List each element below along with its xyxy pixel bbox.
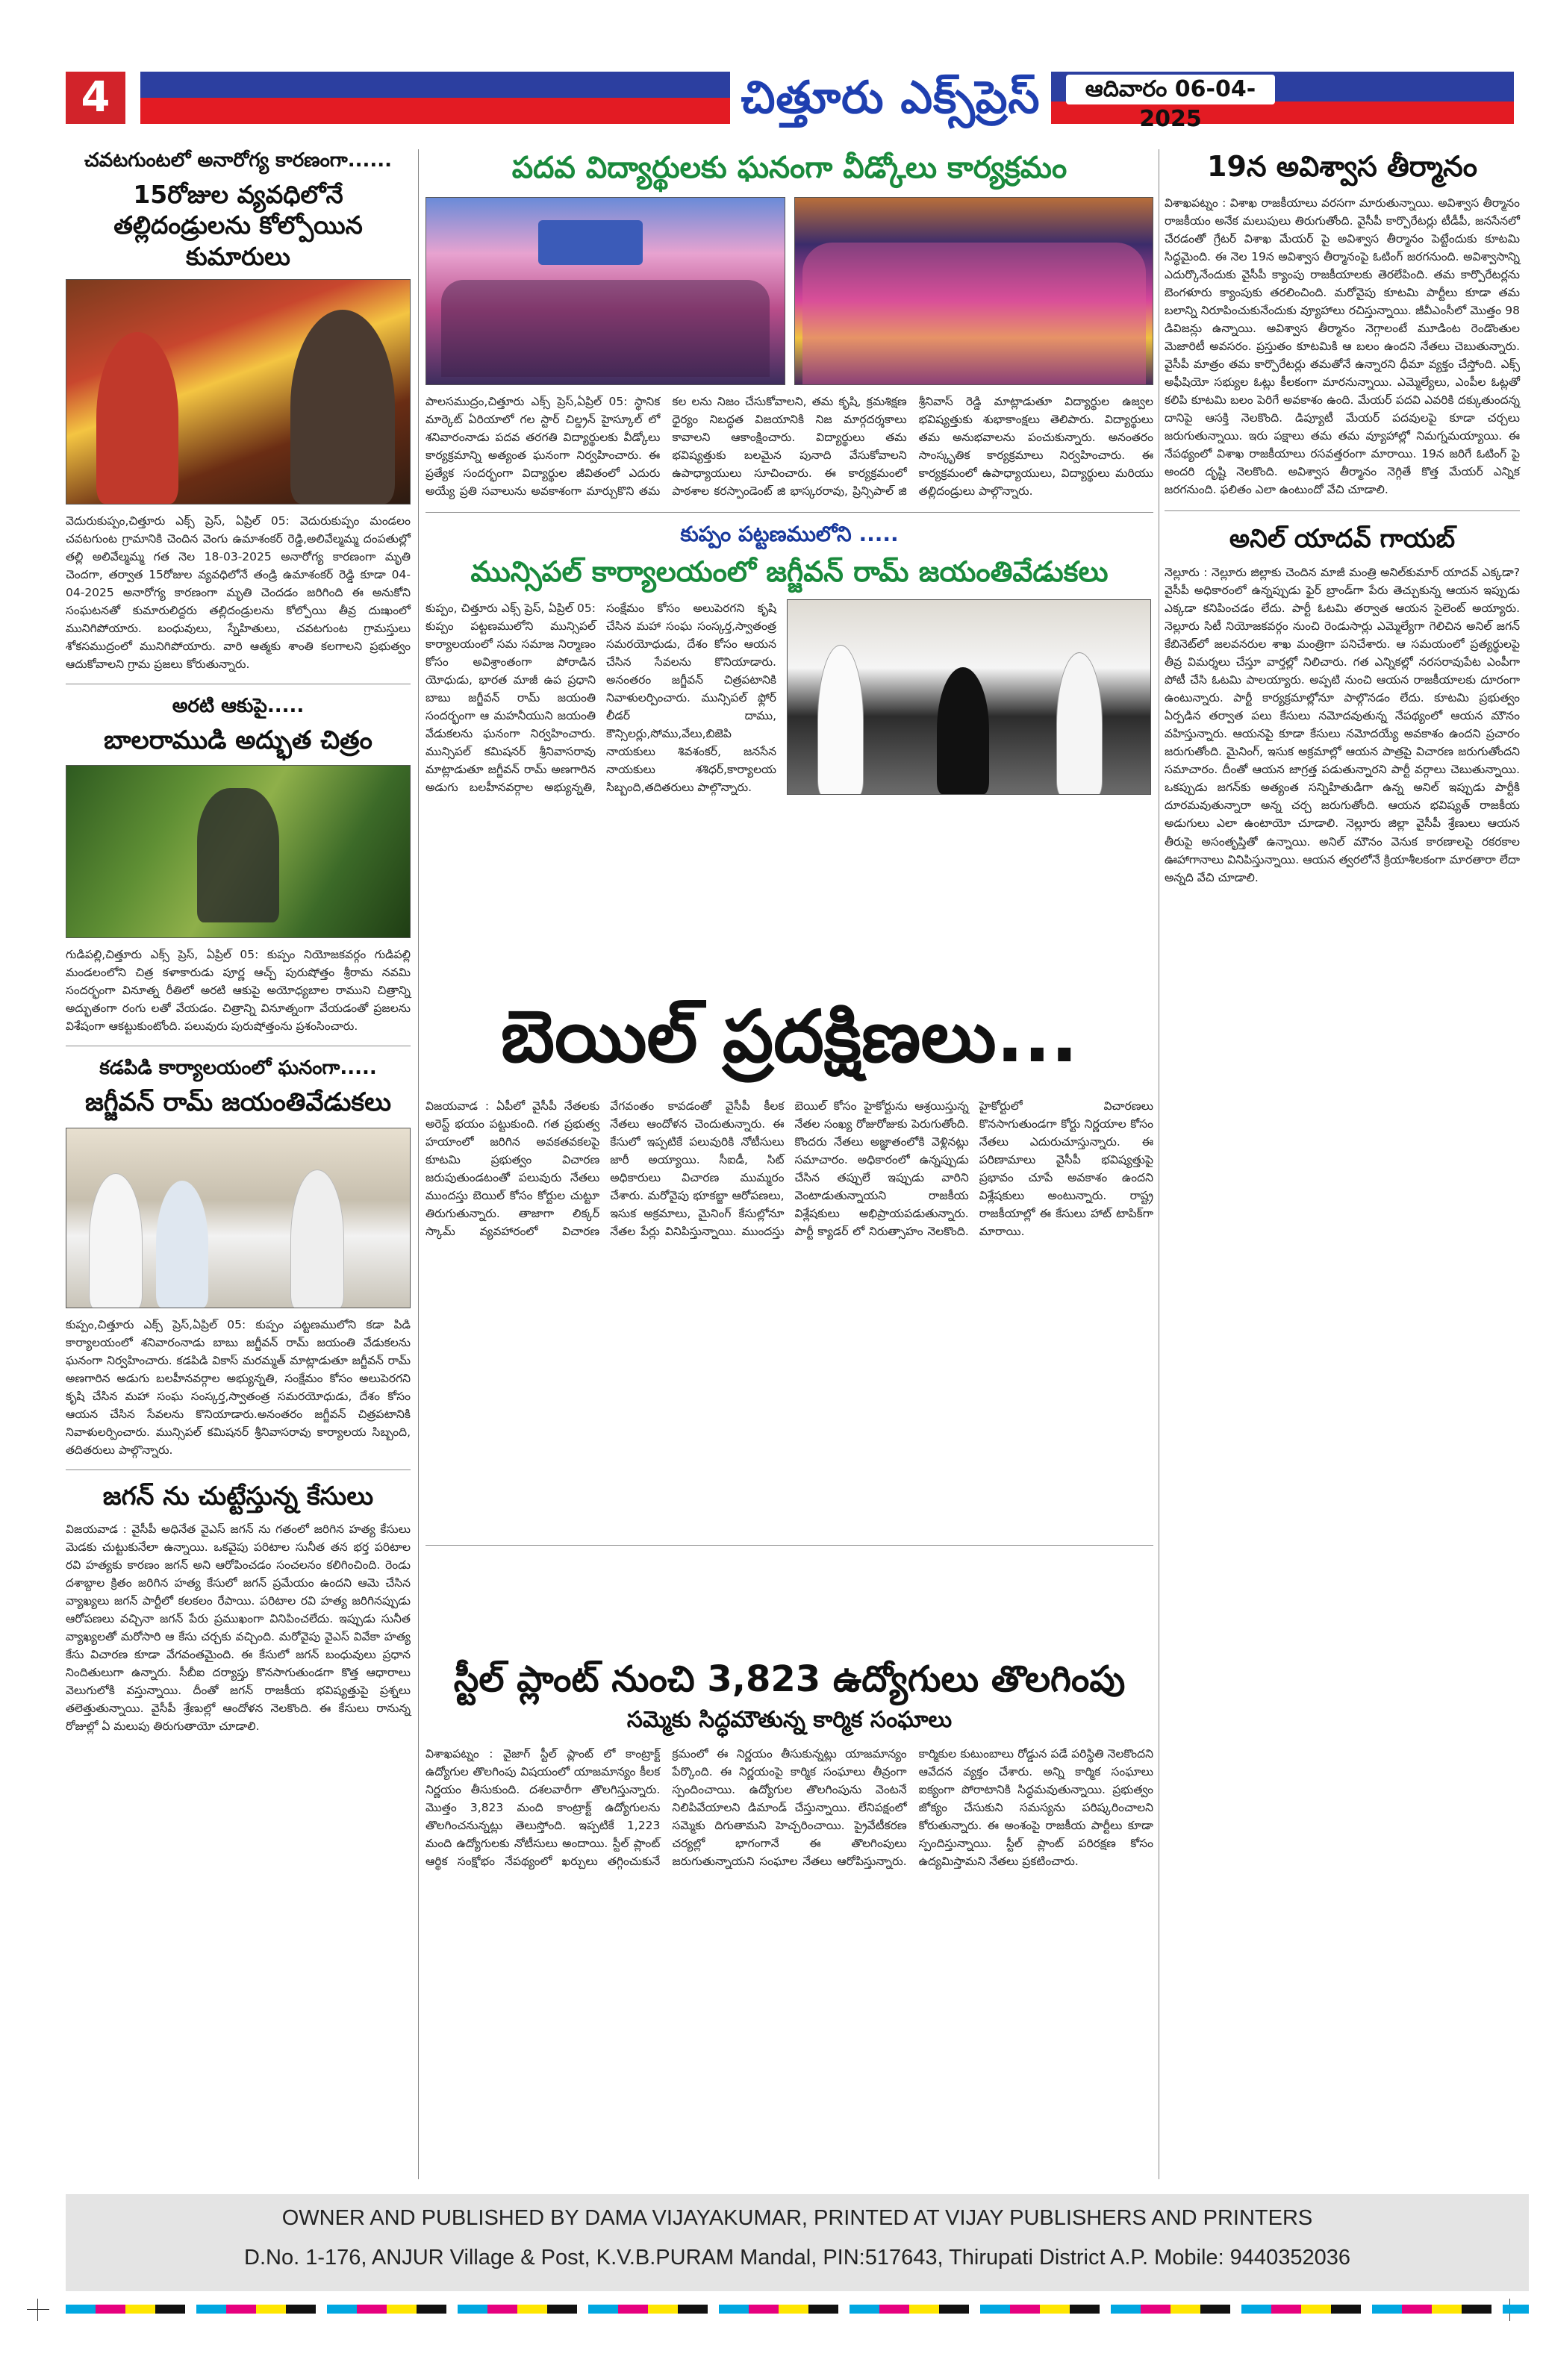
article-kicker: కడపిడి కార్యాలయంలో ఘనంగా.....: [99, 1057, 377, 1080]
article-farewell-tenth-class: [426, 149, 1153, 500]
article-headline: పదవ విద్యార్థులకు ఘనంగా వీడ్కోలు కార్యక్రమం: [511, 151, 1067, 185]
article-headline: స్టీల్ ప్లాంట్ నుంచి 3,823 ఉద్యోగులు తొలగింపు: [453, 1658, 1126, 1700]
article-kicker: అరటి ఆకుపై.....: [172, 694, 305, 717]
article-kicker: చవటగుంటలో అనారోగ్య కారణంగా......: [84, 149, 393, 172]
article-body: గుడిపల్లి,చిత్తూరు ఎక్స్ ప్రెస్, ఏప్రిల్ 05: కుప్పం నియోజకవర్గం గుడిపల్లి మండలంలోని చిత్ర కళాకారుడు పూర్ణ ఆచ్చ్ పురుషోత్తం శ్రీరామ నవమి సందర్భంగా వినూత్న రీతిలో అరటి ఆకుపై అయోధ్యబాల రాముని చిత్రాన్ని అద్భుతంగా రంగు లతో వేయడం. చిత్రాన్ని వినూత్నంగా వేయడంతో ప్రజలను విశేషంగా ఆకట్టుకుంటోంది. పలువురు పురుషోత్తంను ప్రశంసించారు.: [66, 948, 411, 1034]
article-body: విజయవాడ : ఏపీలో వైసీపీ నేతలకు అరెస్ట్ భయం పట్టుకుంది. గత ప్రభుత్వ హయాంలో జరిగిన అవకతవకలపై కూటమి ప్రభుత్వం విచారణ జరుపుతుండటంతో పలువురు నేతలు ముందస్తు బెయిల్ కోసం కోర్టుల చుట్టూ తిరుగుతున్నారు. తాజాగా లిక్కర్ స్కామ్ వ్యవహారంలో విచారణ వేగవంతం కావడంతో వైసీపీ కీలక నేతలు ఆందోళన చెందుతున్నారు. ఈ కేసులో ఇప్పటికే పలువురికి నోటీసులు జారీ అయ్యాయి. సీఐడీ, సిట్ అధికారులు విచారణ ముమ్మరం చేశారు. మరోవైపు భూకబ్జా ఆరోపణలు, ఇసుక అక్రమాలు, మైనింగ్ కేసుల్లోనూ నేతల పేర్లు వినిపిస్తున్నాయి. ముందస్తు బెయిల్ కోసం హైకోర్టును ఆశ్రయిస్తున్న నేతల సంఖ్య రోజురోజుకు పెరుగుతోంది. కొందరు నేతలు అజ్ఞాతంలోకి వెళ్లినట్లు సమాచారం. అధికారంలో ఉన్నప్పుడు చేసిన తప్పులే ఇప్పుడు వారిని వెంటాడుతున్నాయని రాజకీయ విశ్లేషకులు అభిప్రాయపడుతున్నారు. పార్టీ క్యాడర్ లో నిరుత్సాహం నెలకొంది. హైకోర్టులో విచారణలు కొనసాగుతుండగా కోర్టు నిర్ణయాల కోసం నేతలు ఎదురుచూస్తున్నారు. ఈ పరిణామాలు వైసీపీ భవిష్యత్తుపై ప్రభావం చూపే అవకాశం ఉందని విశ్లేషకులు అంటున్నారు. రాష్ట్ర రాజకీయాల్లో ఈ కేసులు హాట్ టాపిక్‌గా మారాయి.: [426, 1099, 1153, 1239]
photo-municipal-office: [787, 599, 1151, 795]
page-number: 4: [66, 72, 125, 124]
bail-story: [426, 1097, 1153, 1240]
newspaper-title: చిత్తూరు ఎక్స్‌ప్రెస్: [741, 72, 1041, 124]
photo-banana-leaf-painting: [66, 765, 411, 938]
article-body: కుప్పం,చిత్తూరు ఎక్స్ ప్రెస్,ఏప్రిల్ 05: కుప్పం పట్టణములోని కడా పిడి కార్యాలయంలో శనివారంనాడు బాబు జగ్జీవన్ రామ్ జయంతి వేడుకలను ఘనంగా నిర్వహించారు. కడపిడి వికాస్ మరమ్మత్ మాట్లాడుతూ జగ్జీవన్ రామ్ అణగారిన అడుగు బలహీనవర్గాల అభ్యున్నతి, సంక్షేమం కోసం అలుపెరగని కృషి చేసిన మహా సంఘ సంస్కర్త,స్వాతంత్ర సమరయోధుడు, దేశం కోసం ఆయన చేసిన సేవలను కొనియాడారు.అనంతరం జగ్జీవన్ చిత్రపటానికి నివాళులర్పించారు. మున్సిపల్ కమిషనర్ శ్రీనివాసరావు కార్యాలయ సిబ్బంది, తదితరులు పాల్గొన్నారు.: [66, 1317, 411, 1458]
article-jagan-cases: [66, 1481, 411, 1735]
imprint-line-address: D.No. 1-176, ANJUR Village & Post, K.V.B.PURAM Mandal, PIN:517643, Thirupati District A.P. Mobile: 9440352036: [244, 2246, 1350, 2270]
article-headline: 19న అవిశ్వాస తీర్మానం: [1207, 150, 1477, 183]
lead-headline: బెయిల్ ప్రదక్షిణలు...: [500, 995, 1079, 1078]
article-balaramudu: [66, 695, 411, 1036]
article-kadapidi-jayanti: [66, 1057, 411, 1459]
article-layout: [426, 599, 1153, 796]
article-subheadline: సమ్మెకు సిద్ధమౌతున్న కార్మిక సంఘాలు: [626, 1707, 953, 1733]
imprint-line-publisher: OWNER AND PUBLISHED BY DAMA VIJAYAKUMAR, PRINTED AT VIJAY PUBLISHERS AND PRINTERS: [281, 2206, 1313, 2230]
article-headline: అనిల్ యాదవ్ గాయబ్: [1229, 523, 1456, 554]
left-column: [66, 149, 411, 1735]
divider: [426, 512, 1153, 513]
divider: [66, 1469, 411, 1470]
imprint-footer: [66, 2194, 1529, 2291]
article-headline: మున్సిపల్ కార్యాలయంలో జగ్జీవన్ రామ్ జయంతివేడుకలు: [470, 555, 1109, 589]
article-body: విశాఖపట్నం : వైజాగ్ స్టీల్ ప్లాంట్ లో కాంట్రాక్ట్ ఉద్యోగుల తొలగింపు విషయంలో యాజమాన్యం కీలక నిర్ణయం తీసుకుంది. దశలవారీగా తొలగిస్తున్నారు. మొత్తం 3,823 మంది కాంట్రాక్ట్ ఉద్యోగులను తొలగించనున్నట్లు తెలుస్తోంది. ఇప్పటికే 1,223 మంది ఉద్యోగులకు నోటీసులు అందాయి. స్టీల్ ప్లాంట్ ఆర్థిక సంక్షోభం నేపథ్యంలో ఖర్చులు తగ్గించుకునే క్రమంలో ఈ నిర్ణయం తీసుకున్నట్లు యాజమాన్యం పేర్కొంది. ఈ నిర్ణయంపై కార్మిక సంఘాలు తీవ్రంగా స్పందించాయి. ఉద్యోగుల తొలగింపును వెంటనే నిలిపివేయాలని డిమాండ్ చేస్తున్నాయి. లేనిపక్షంలో సమ్మెకు దిగుతామని హెచ్చరించాయి. ప్రైవేటీకరణ చర్యల్లో భాగంగానే ఈ తొలగింపులు జరుగుతున్నాయని సంఘాల నేతలు ఆరోపిస్తున్నారు. కార్మికుల కుటుంబాలు రోడ్డున పడే పరిస్థితి నెలకొందని ఆవేదన వ్యక్తం చేశారు. అన్ని కార్మిక సంఘాలు ఐక్యంగా పోరాటానికి సిద్ధమవుతున్నాయి. ప్రభుత్వం జోక్యం చేసుకుని సమస్యను పరిష్కరించాలని కోరుతున్నారు. ఈ అంశంపై రాజకీయ పార్టీలు కూడా స్పందిస్తున్నాయి. స్టీల్ ప్లాంట్ పరిరక్షణ కోసం ఉద్యమిస్తామని నేతలు ప్రకటించారు.: [426, 1746, 1153, 1868]
photo-farewell-students: [794, 197, 1154, 385]
column-rule-left: [418, 149, 419, 2179]
article-headline: 15రోజుల వ్యవధిలోనే తల్లిదండ్రులను కోల్పోయిన కుమారులు: [113, 180, 363, 271]
article-orphaned-sons: [66, 149, 411, 673]
print-color-bar: [66, 2305, 1529, 2314]
article-body: నెల్లూరు : నెల్లూరు జిల్లాకు చెందిన మాజీ మంత్రి అనిల్‌కుమార్ యాదవ్ ఎక్కడా? వైసీపీ అధికారంలో ఉన్నప్పుడు ఫైర్ బ్రాండ్‌గా పేరు తెచ్చుకున్న ఆయన ఇప్పుడు ఎక్కడా కనిపించడం లేదు. పార్టీ ఓటమి తర్వాత ఆయన సైలెంట్ అయ్యారు. నెల్లూరు సిటీ నియోజకవర్గం నుంచి రెండుసార్లు ఎమ్మెల్యేగా గెలిచిన అనిల్ జగన్ కేబినెట్‌లో జలవనరుల శాఖ మంత్రిగా పనిచేశారు. ఆ సమయంలో ప్రత్యర్థులపై తీవ్ర విమర్శలు చేస్తూ వార్తల్లో నిలిచారు. గత ఎన్నికల్లో నరసరావుపేట ఎంపీగా పోటీ చేసి ఓటమి పాలయ్యారు. అప్పటి నుంచి ఆయన రాజకీయాలకు దూరంగా ఉంటున్నారు. పార్టీ కార్యక్రమాల్లోనూ పాల్గొనడం లేదు. కూటమి ప్రభుత్వం ఏర్పడిన తర్వాత పలు కేసులు నమోదవుతున్న నేపథ్యంలో ఆయన మౌనం వహిస్తున్నారు. ఆయనపై కూడా కేసులు నమోదయ్యే అవకాశం ఉందని ప్రచారం జరుగుతోంది. మైనింగ్, ఇసుక అక్రమాల్లో ఆయన పాత్రపై విచారణ జరుగుతోందని సమాచారం. దీంతో ఆయన జాగ్రత్త పడుతున్నారని పార్టీ వర్గాలు చెబుతున్నాయి. ఒకప్పుడు జగన్‌కు అత్యంత సన్నిహితుడిగా ఉన్న అనిల్ ఇప్పుడు పార్టీకి దూరమవుతున్నారా అన్న చర్చ జరుగుతోంది. ఆయన భవిష్యత్ రాజకీయ అడుగులు ఎలా ఉంటాయో చూడాలి. నెల్లూరు జిల్లా వైసీపీ శ్రేణులు ఆయన తీరుపై అసంతృప్తితో ఉన్నాయి. అనిల్ మౌనం వెనుక కారణాలపై రకరకాల ఊహాగానాలు వినిపిస్తున్నాయి. ఆయన త్వరలోనే క్రియాశీలకంగా మారతారా లేదా అన్నది వేచి చూడాలి.: [1165, 566, 1520, 884]
photo-farewell-group: [426, 197, 785, 385]
masthead-band-right-stripe: [1051, 101, 1514, 124]
photo-kadapidi-office: [66, 1128, 411, 1308]
article-no-confidence: [1165, 149, 1520, 499]
article-body: విశాఖపట్నం : విశాఖ రాజకీయాలు వరసగా మారుతున్నాయి. అవిశ్వాస తీర్మానం రాజకీయం అనేక మలుపులు తిరుగుతోంది. వైసీపీ కార్పొరేటర్లు టీడీపీ, జనసేనలో చేరడంతో గ్రేటర్ విశాఖ మేయర్ పై అవిశ్వాస తీర్మానం పెట్టేందుకు కూటమి సిద్ధమైంది. ఈ నెల 19న అవిశ్వాస తీర్మానంపై ఓటింగ్ జరగనుంది. అవిశ్వాసాన్ని ఎదుర్కొనేందుకు వైసీపీ క్యాంపు రాజకీయాలకు తెరలేపింది. తమ కార్పొరేటర్లను బెంగళూరు క్యాంపుకు తరలించింది. మరోవైపు కూటమి పార్టీలు కూడా తమ బలాన్ని నిరూపించుకునేందుకు వ్యూహాలు రచిస్తున్నాయి. జీవీఎంసీలో మొత్తం 98 డివిజన్లు ఉన్నాయి. అవిశ్వాస తీర్మానం నెగ్గాలంటే మూడింట రెండొంతుల మెజారిటీ అవసరం. ప్రస్తుతం కూటమికి ఆ బలం ఉందని నేతలు చెబుతున్నారు. వైసీపీ మాత్రం తమ కార్పొరేటర్లు తమతోనే ఉన్నారని ధీమా వ్యక్తం చేస్తోంది. ఎక్స్ అఫీషియో సభ్యుల ఓట్లు కీలకంగా మారనున్నాయి. ఎమ్మెల్యేలు, ఎంపీల ఓట్లతో కలిపి కూటమి బలం పెరిగే అవకాశం ఉంది. మేయర్ పదవి ఎవరికి దక్కుతుందన్న దానిపై ఆసక్తి నెలకొంది. డిప్యూటీ మేయర్ పదవులపై కూడా చర్చలు జరుగుతున్నాయి. ఇరు పక్షాలు తమ తమ వ్యూహాల్లో నిమగ్నమయ్యాయి. ఈ నేపథ్యంలో విశాఖ రాజకీయాలు రసవత్తరంగా మారాయి. 19న జరిగే ఓటింగ్ పై అందరి దృష్టి నెలకొంది. అవిశ్వాస తీర్మానం నెగ్గితే కొత్త మేయర్ ఎన్నిక జరగనుంది. ఫలితం ఎలా ఉంటుందో వేచి చూడాలి.: [1165, 196, 1520, 496]
article-body: వెదురుకుప్పం,చిత్తూరు ఎక్స్ ప్రెస్, ఏప్రిల్ 05: వెదురుకుప్పం మండలం చవటగుంట గ్రామానికి చెందిన వెంగు ఉమాశంకర్ రెడ్డి,అలివేల్మమ్మ దంపతుల్లో తల్లి అలివేల్మమ్మ గత నెల 18-03-2025 అనారోగ్య కారణంగా మృతి చెందగా, తర్వాత 15రోజుల వ్యవధిలోనే తండ్రి ఉమాశంకర్ రెడ్డి కూడా 04-04-2025 అనారోగ్య కారణంగా మృతి చెందడం జరిగింది ఈ అనుకోని సంఘటనతో కుమారులిద్దరు తల్లిదండ్రులను కోల్పోయి తీవ్ర దుఃఖంలో మునిగిపోయారు. బంధువులు, స్నేహితులు, చవటగుంట గ్రామస్తులు శోకసముద్రంలో మునిగిపోయారు. వారి ఆత్మకు శాంతి కలగాలని ప్రభుత్వం ఆదుకోవాలని గ్రామ ప్రజలు కోరుతున్నారు.: [66, 513, 411, 671]
issue-date: ఆదివారం 06-04-2025: [1066, 75, 1275, 104]
masthead: [66, 69, 1529, 136]
photo-temple-ritual: [66, 279, 411, 505]
article-body: కుప్పం, చిత్తూరు ఎక్స్ ప్రెస్, ఏప్రిల్ 05: కుప్పం పట్టణములోని మున్సిపల్ కార్యాలయంలో సమ సమాజ నిర్మాణం కోసం అవిశ్రాంతంగా పోరాడిన యోధుడు, భారత మాజీ ఉప ప్రధాని బాబు జగ్జీవన్ రామ్ జయంతి సందర్భంగా ఆ మహనీయుని జయంతి వేడుకలను ఘనంగా నిర్వహించారు. మున్సిపల్ కమిషనర్ శ్రీనివాసరావు మాట్లాడుతూ జగ్జీవన్ రామ్ అణగారిన అడుగు బలహీనవర్గాల అభ్యున్నతి, సంక్షేమం కోసం అలుపెరగని కృషి చేసిన మహా సంఘ సంస్కర్త,స్వాతంత్ర సమరయోధుడు, దేశం కోసం ఆయన చేసిన సేవలను కొనియాడారు. అనంతరం జగ్జీవన్ చిత్రపటానికి నివాళులర్పించారు. మున్సిపల్ ఫ్లోర్ లీడర్ దాము, కౌన్సిలర్లు,సోము,వేలు,బిజెపి నాయకులు శివశంకర్, జనసేన నాయకులు శశిధర్,కార్యాలయ సిబ్బంది,తదితరులు పాల్గొన్నారు.: [426, 601, 776, 794]
registration-crosshair-icon: [27, 2299, 49, 2321]
article-body: పాలసముద్రం,చిత్తూరు ఎక్స్ ప్రెస్,ఏప్రిల్ 05: స్థానిక మార్కెట్ ఏరియాలో గల స్టార్ చిల్డ్రన్ హైస్కూల్ లో శనివారంనాడు పదవ తరగతి విద్యార్థులకు వీడ్కోలు కార్యక్రమాన్ని అత్యంత ఘనంగా నిర్వహించారు. ఈ ప్రత్యేక సందర్భంగా విద్యార్థుల జీవితంలో ఎదురు అయ్యే ప్రతి సవాలును అవకాశంగా మార్చుకొని తమ కల లను నిజం చేసుకోవాలని, తమ కృషి, క్రమశిక్షణ ధైర్యం నిబద్ధత విజయానికి నిజ మార్గదర్శకాలు కావాలని ఆకాంక్షించారు. విద్యార్థులు తమ భవిష్యత్తుకు బలమైన పునాది వేసుకోవాలని ఉపాధ్యాయులు సూచించారు. ఈ కార్యక్రమంలో పాఠశాల కరస్పాండెంట్ జి భాస్కరరావు, ప్రిన్సిపాల్ జి శ్రీనివాస్ రెడ్డి మాట్లాడుతూ విద్యార్థుల ఉజ్వల భవిష్యత్తుకు శుభాకాంక్షలు తెలిపారు. విద్యార్థులు తమ అనుభవాలను పంచుకున్నారు. అనంతరం సాంస్కృతిక కార్యక్రమాలు నిర్వహించారు. ఈ కార్యక్రమంలో ఉపాధ్యాయులు, విద్యార్థులు మరియు తల్లిదండ్రులు పాల్గొన్నారు.: [426, 395, 1153, 499]
photo-row: [426, 197, 1153, 385]
middle-column: [426, 149, 1153, 796]
article-headline: జగన్ ను చుట్టేస్తున్న కేసులు: [102, 1481, 374, 1512]
divider: [426, 1545, 1153, 1546]
article-headline: బాలరాముడి అద్భుత చిత్రం: [104, 725, 372, 755]
article-headline: జగ్జీవన్ రామ్ జయంతివేడుకలు: [84, 1087, 392, 1118]
article-kicker: కుప్పం పట్టణములోని .....: [680, 522, 899, 547]
article-steel-plant: [426, 1657, 1153, 1870]
masthead-band-left: [140, 72, 730, 124]
article-municipal-jayanti: [426, 522, 1153, 796]
article-body: విజయవాడ : వైసీపీ అధినేత వైఎస్ జగన్ ను గతంలో జరిగిన హత్య కేసులు మెడకు చుట్టుకునేలా ఉన్నాయి. ఒకవైపు పరిటాల సునీత తన భర్త పరిటాల రవి హత్యకు కారణం జగన్ అని ఆరోపించడం సంచలనం కలిగించింది. రెండు దశాబ్దాల క్రితం జరిగిన హత్య కేసులో జగన్ ప్రమేయం ఉందని ఆమె చేసిన వ్యాఖ్యలు జగన్ పార్టీలో కలకలం రేపాయి. పరిటాల రవి హత్య జరిగినప్పుడు ఆరోపణలు వచ్చినా జగన్ పేరు ప్రముఖంగా వినిపించలేదు. ఇప్పుడు సునీత వ్యాఖ్యలతో మరోసారి ఆ కేసు చర్చకు వచ్చింది. మరోవైపు వైఎస్ వివేకా హత్య కేసు విచారణ కూడా వేగవంతమైంది. ఈ కేసులో జగన్ బంధువులు ప్రధాన నిందితులుగా ఉన్నారు. సీబీఐ దర్యాప్తు కొనసాగుతుండగా కొత్త ఆధారాలు వెలుగులోకి వస్తున్నాయి. దీంతో జగన్ రాజకీయ భవిష్యత్తుపై ప్రశ్నలు తలెత్తుతున్నాయి. వైసీపీ శ్రేణుల్లో ఆందోళన నెలకొంది. ఈ కేసులు రానున్న రోజుల్లో ఏ మలుపు తిరుగుతాయో చూడాలి.: [66, 1522, 411, 1733]
divider: [1165, 510, 1520, 511]
right-column: [1165, 149, 1520, 887]
article-anil-yadav: [1165, 523, 1520, 887]
